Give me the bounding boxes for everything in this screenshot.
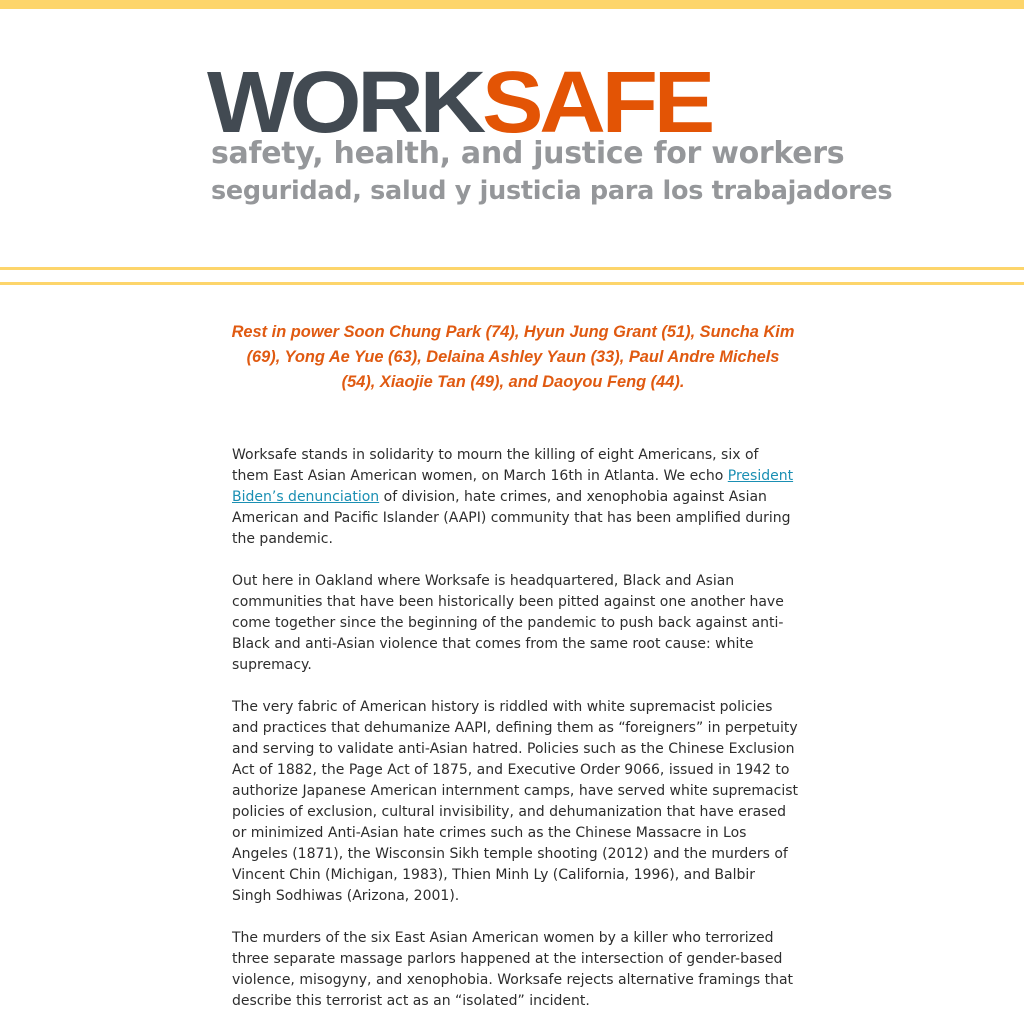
worksafe-logo <box>0 0 1024 260</box>
paragraph-1-rest: of division, hate crimes, and xenophobia against Asian American and Pacific Islander (AAPI) community that has been amplified during the pandemic. <box>232 489 791 547</box>
header-divider-top <box>0 267 1024 270</box>
tagline-english: safety, health, and justice for workers <box>211 136 845 171</box>
article-body <box>232 445 798 1024</box>
logo-safe: SAFE <box>482 54 712 151</box>
logo-wordmark <box>207 54 712 151</box>
tagline-spanish: seguridad, salud y justicia para los trabajadores <box>211 176 893 206</box>
paragraph-2: Out here in Oakland where Worksafe is headquartered, Black and Asian communities that have been historically been pitted against one another have come together since the beginning of the pandemic to push back against anti-Black and anti-Asian violence that comes from the same root cause: white supremacy. <box>232 573 784 673</box>
paragraph-3: The very fabric of American history is riddled with white supremacist policies and practices that dehumanize AAPI, defining them as “foreigners” in perpetuity and serving to validate anti-Asian hatred. Policies such as the Chinese Exclusion Act of 1882, the Page Act of 1875, and Executive Order 9066, issued in 1942 to authorize Japanese American internment camps, have served white supremacist policies of exclusion, cultural invisibility, and dehumanization that have erased or minimized Anti-Asian hate crimes such as the Chinese Massacre in Los Angeles (1871), the Wisconsin Sikh temple shooting (2012) and the murders of Vincent Chin (Michigan, 1983), Thien Minh Ly (California, 1996), and Balbir Singh Sodhiwas (Arizona, 2001). <box>232 699 799 904</box>
paragraph-1 <box>232 445 798 550</box>
paragraph-4: The murders of the six East Asian American women by a killer who terrorized three separate massage parlors happened at the intersection of gender-based violence, misogyny, and xenophobia. Worksafe rejects alternative framings that describe this terrorist act as an “isolated” incident. <box>232 930 794 1009</box>
logo-work: WORK <box>207 54 483 151</box>
paragraph-1-intro: Worksafe stands in solidarity to mourn the killing of eight Americans, six of them East Asian American women, on March 16th in Atlanta. We echo <box>232 447 759 484</box>
header-divider-bottom <box>0 282 1024 285</box>
tribute-heading: Rest in power Soon Chung Park (74), Hyun Jung Grant (51), Suncha Kim (69), Yong Ae Yue (63), Delaina Ashley Yaun (33), Paul Andre Michels (54), Xiaojie Tan (49), and Daoyou Feng (44). <box>231 323 795 391</box>
biden-denunciation-link[interactable]: President Biden’s denunciation <box>232 468 794 505</box>
